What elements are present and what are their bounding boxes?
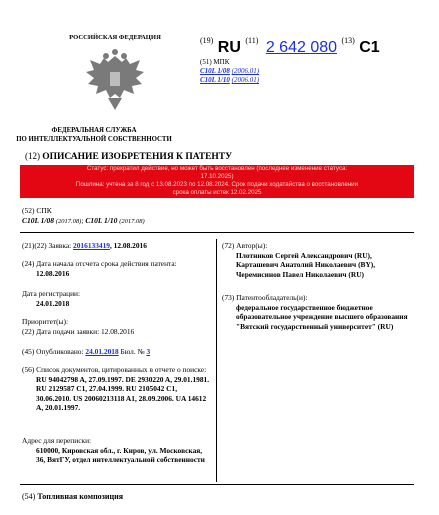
registration-value: 24.01.2018 xyxy=(36,298,70,308)
divider-top xyxy=(20,232,414,233)
address-field xyxy=(22,436,212,465)
fee-line: срока оплаты истек 12.02.2025 xyxy=(172,189,262,196)
patent-number-link[interactable]: 2 642 080 xyxy=(265,39,338,56)
spk-class-2: C10L 1/10 xyxy=(85,216,118,225)
mpk-item xyxy=(200,76,259,85)
spk-class-1: C10L 1/08 xyxy=(22,216,55,225)
priority-label: Приоритет(ы): xyxy=(22,317,69,326)
term-value: 12.08.2016 xyxy=(36,268,70,278)
invention-title-text: Топливная композиция xyxy=(37,492,124,501)
address-label: Адрес для переписки: xyxy=(22,436,92,445)
agency-line2: ПО ИНТЕЛЛЕКТУАЛЬНОЙ СОБСТВЕННОСТИ xyxy=(16,136,172,143)
kind-code: C1 xyxy=(359,39,380,56)
mpk-item xyxy=(200,67,259,76)
authors-field xyxy=(222,241,422,279)
application-label: (21)(22) Заявка: xyxy=(22,241,72,250)
cited-docs-label: (56) Список документов, цитированных в отчете о поиске: xyxy=(22,365,207,374)
mpk-year-link[interactable]: (2006.01) xyxy=(231,76,260,84)
spk-year-2: (2017.08) xyxy=(119,218,145,225)
status-line: 17.10.2025) xyxy=(200,173,234,180)
spk-classes xyxy=(22,216,145,227)
spk-label: (52) СПК xyxy=(22,206,52,215)
registration-label: Дата регистрации: xyxy=(22,289,81,298)
invention-title xyxy=(22,492,123,501)
title-code: (12) xyxy=(25,151,40,161)
term-label: (24) Дата начала отсчета срока действия патента: xyxy=(22,259,177,268)
fee-line: Пошлина: учтена за 8 год с 13.08.2023 по 12.08.2024. Срок подачи ходатайства о восстановлении xyxy=(75,181,359,188)
application-field xyxy=(22,241,212,251)
patent-number-block xyxy=(200,36,380,57)
spk-separator: ; xyxy=(81,216,84,225)
mpk-class-link[interactable]: C10L 1/08 xyxy=(200,67,230,75)
code-19: (19) xyxy=(200,36,214,45)
coat-of-arms-emblem xyxy=(60,48,170,114)
application-date: , 12.08.2016 xyxy=(109,241,147,250)
status-line: Статус: прекратил действие, но может быть восстановлен (последнее изменение статуса: xyxy=(86,165,348,172)
priority-field xyxy=(22,317,212,336)
agency-line1: ФЕДЕРАЛЬНАЯ СЛУЖБА xyxy=(51,127,137,134)
address-value: 610000, Кировская обл., г. Киров, ул. Московская, 36, ВятГУ, отдел интеллектуальной собственности xyxy=(36,445,205,464)
publication-label: (45) Опубликовано: xyxy=(22,347,84,356)
mpk-label: (51) МПК xyxy=(200,58,230,66)
bulletin-number-link[interactable]: 3 xyxy=(146,347,151,356)
column-divider xyxy=(216,239,217,482)
author-name: Черемисинов Павел Николаевич (RU) xyxy=(236,269,364,279)
mpk-block xyxy=(200,58,259,85)
cited-docs-value: RU 94042798 A, 27.09.1997. DE 2930220 A, 29.01.1981. RU 2129587 C1, 27.04.1999. RU 2105042 C1, 30.06.2010. US 20060213118 A1, 28.09.2006. UA 14612 A, 20.01.1997. xyxy=(36,374,210,412)
document-title xyxy=(25,151,232,162)
holder-value: федеральное государственное бюджетное образовательное учреждение высшего образования "Вятский государственный университет" (RU) xyxy=(236,302,408,331)
registration-field xyxy=(22,289,212,308)
application-number-link[interactable]: 2016133419 xyxy=(73,241,110,250)
spk-block xyxy=(22,206,145,227)
priority-line: (22) Дата подачи заявки: 12.08.2016 xyxy=(22,326,135,336)
divider-bottom xyxy=(20,484,414,485)
author-name: Карташевич Анатолий Николаевич (BY), xyxy=(236,260,376,269)
code-11: (11) xyxy=(245,36,259,45)
agency-name xyxy=(14,126,174,144)
publication-field xyxy=(22,347,212,357)
holder-field xyxy=(222,293,422,331)
mpk-class-link[interactable]: C10L 1/10 xyxy=(200,76,230,84)
code-13: (13) xyxy=(341,36,355,45)
author-name: Плотников Сергей Александрович (RU), xyxy=(236,250,372,260)
holder-label: (73) Патентообладатель(и): xyxy=(222,293,308,302)
mpk-year-link[interactable]: (2006.01) xyxy=(231,67,260,75)
country-code: RU xyxy=(217,39,241,56)
title-text: ОПИСАНИЕ ИЗОБРЕТЕНИЯ К ПАТЕНТУ xyxy=(42,152,233,162)
bulletin-label: Бюл. № xyxy=(120,347,145,356)
country-name: РОССИЙСКАЯ ФЕДЕРАЦИЯ xyxy=(69,34,161,41)
term-field xyxy=(22,259,212,278)
spk-year-1: (2017.08) xyxy=(55,218,82,225)
authors-label: (72) Автор(ы): xyxy=(222,241,268,250)
cited-docs-field xyxy=(22,365,212,413)
invention-code: (54) xyxy=(22,492,36,501)
publication-date-link[interactable]: 24.01.2018 xyxy=(85,347,119,356)
status-banner xyxy=(20,165,414,198)
